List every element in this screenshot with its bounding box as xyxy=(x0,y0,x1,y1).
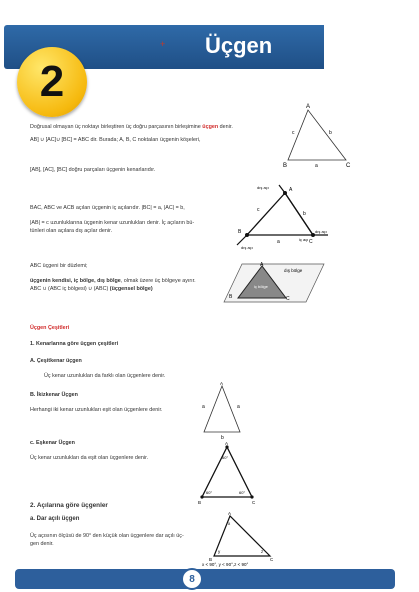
angle-a-label: 60° xyxy=(222,455,229,460)
heading-acute: a. Dar açılı üçgen xyxy=(30,516,80,522)
footer-bar xyxy=(15,569,395,589)
plane-text: ABC üçgeni bir düzlemi; xyxy=(30,263,88,269)
vertex-c-label: C xyxy=(270,557,274,562)
figure-exterior-angles xyxy=(233,183,333,253)
regions-bold: üçgenin kendisi, iç bölge, dış bölge xyxy=(30,278,121,284)
vertex-b-label: B xyxy=(198,500,202,505)
regions-rest: , olmak üzere üç bölgeye ayırır. xyxy=(120,278,196,284)
figure-triangle-basic xyxy=(280,102,360,172)
acute-text-1: Üç açısının ölçüsü de 90° den küçük olan üçgenlere dar açılı üç- xyxy=(30,533,184,539)
chapter-badge xyxy=(17,47,87,117)
exterior-angle-label-c: dış açı xyxy=(315,229,327,234)
definition-end: denir. xyxy=(219,124,233,130)
isosceles-text: Herhangi iki kenar uzunlukları eşit olan üçgenlere denir. xyxy=(30,407,163,413)
side-left-label: a xyxy=(202,404,205,410)
sides-text: [AB], [AC], [BC] doğru parçaları üçgenin kenarlarıdır. xyxy=(30,167,156,173)
angle-z-label: z xyxy=(261,549,264,554)
region-union: ABC ∪ (ABC iç bölgesi) ∪ (ABC) xyxy=(30,286,109,292)
acute-text-2: gen denir. xyxy=(30,541,54,547)
definition-text xyxy=(30,124,233,132)
exterior-angle-label-b: dış açı xyxy=(241,245,253,250)
vertex-b-label: B xyxy=(209,557,213,562)
angle-b-label: 60° xyxy=(206,490,213,495)
outer-region-label: dış bölge xyxy=(284,268,303,273)
heading-scalene: A. Çeşitkenar üçgen xyxy=(30,358,82,364)
definition-highlight: üçgen xyxy=(202,124,219,130)
section-heading-types: Üçgen Çeşitleri xyxy=(30,325,70,331)
side-b-label: b xyxy=(329,130,332,136)
vertex-b-label: B xyxy=(229,294,233,300)
vertex-a-label: A xyxy=(228,512,232,516)
interior-angle-label: iç açı xyxy=(299,237,309,242)
lengths-text-1: |AB| = c uzunluklarına üçgenin kenar uzunlukları denir. İç açıların bü- xyxy=(30,220,195,226)
side-b-label: b xyxy=(303,211,306,217)
triangle-shape xyxy=(204,386,240,432)
equilateral-text: Üç kenar uzunlukları da eşit olan üçgenlere denir. xyxy=(30,455,149,461)
region-union-bold: (üçgensel bölge) xyxy=(109,286,153,292)
figure-isosceles xyxy=(192,382,252,442)
regions-text xyxy=(30,278,196,286)
side-a-label: a xyxy=(277,239,280,245)
heading-by-sides: 1. Kenarlarına göre üçgen çeşitleri xyxy=(30,341,119,347)
vertex-b-dot xyxy=(200,495,203,498)
vertex-c-label: C xyxy=(252,500,256,505)
vertex-b-dot xyxy=(245,233,249,237)
angle-x-label: x xyxy=(228,521,231,526)
vertex-a-label: A xyxy=(306,104,311,110)
base-label: b xyxy=(221,435,224,441)
page-number: 8 xyxy=(181,568,203,590)
vertex-b-label: B xyxy=(238,229,242,235)
side-right-label: a xyxy=(237,404,240,410)
union-text: AB] ∪ [AC]∪ [BC] = ABC dir. Burada; A, B, C noktaları üçgenin köşeleri, xyxy=(30,137,201,143)
side-c-label: c xyxy=(292,130,295,136)
figure-equilateral xyxy=(192,441,262,505)
scalene-text: Üç kenar uzunlukları da farklı olan üçgenlere denir. xyxy=(44,373,166,379)
vertex-c-label: C xyxy=(346,163,351,169)
vertex-c-label: C xyxy=(286,296,290,302)
extended-side-b xyxy=(237,235,247,245)
angles-text: BAC, ABC ve ACB açıları üçgenin iç açılarıdır. |BC| = a, |AC| = b, xyxy=(30,205,185,211)
side-a-label: a xyxy=(315,163,318,169)
vertex-c-label: C xyxy=(309,239,313,245)
definition-text-part: Doğrusal olmayan üç noktayı birleştiren üç doğru parçasının birleşimine xyxy=(30,124,201,130)
vertex-a-label: A xyxy=(289,187,293,193)
angle-y-label: y xyxy=(218,549,221,554)
decorative-mark: + xyxy=(160,39,166,49)
vertex-a-label: A xyxy=(225,441,229,446)
vertex-a-dot xyxy=(283,191,287,195)
vertex-b-label: B xyxy=(283,163,288,169)
side-c-label: c xyxy=(257,207,260,213)
angle-c-label: 60° xyxy=(239,490,246,495)
triangle-shape xyxy=(288,110,346,160)
exterior-angle-label-a: dış açı xyxy=(257,185,269,190)
heading-isosceles: B. İkizkenar Üçgen xyxy=(30,392,78,398)
vertex-a-label: A xyxy=(220,382,224,386)
inner-region-label: iç bölge xyxy=(254,284,268,289)
heading-by-angles: 2. Açılarına göre üçgenler xyxy=(30,502,108,509)
figure-regions xyxy=(220,260,330,306)
heading-equilateral: c. Eşkenar Üçgen xyxy=(30,440,75,446)
vertex-c-dot xyxy=(250,495,253,498)
lengths-text-2: tünleri olan açılara dış açılar denir. xyxy=(30,228,113,234)
figure-acute xyxy=(200,512,282,568)
region-union-text xyxy=(30,286,153,294)
page-title: Üçgen xyxy=(205,33,273,58)
chapter-number: 2 xyxy=(39,57,65,106)
vertex-a-label: A xyxy=(260,262,264,268)
angle-caption: x < 90°, y < 90°,z < 90° xyxy=(202,562,249,567)
